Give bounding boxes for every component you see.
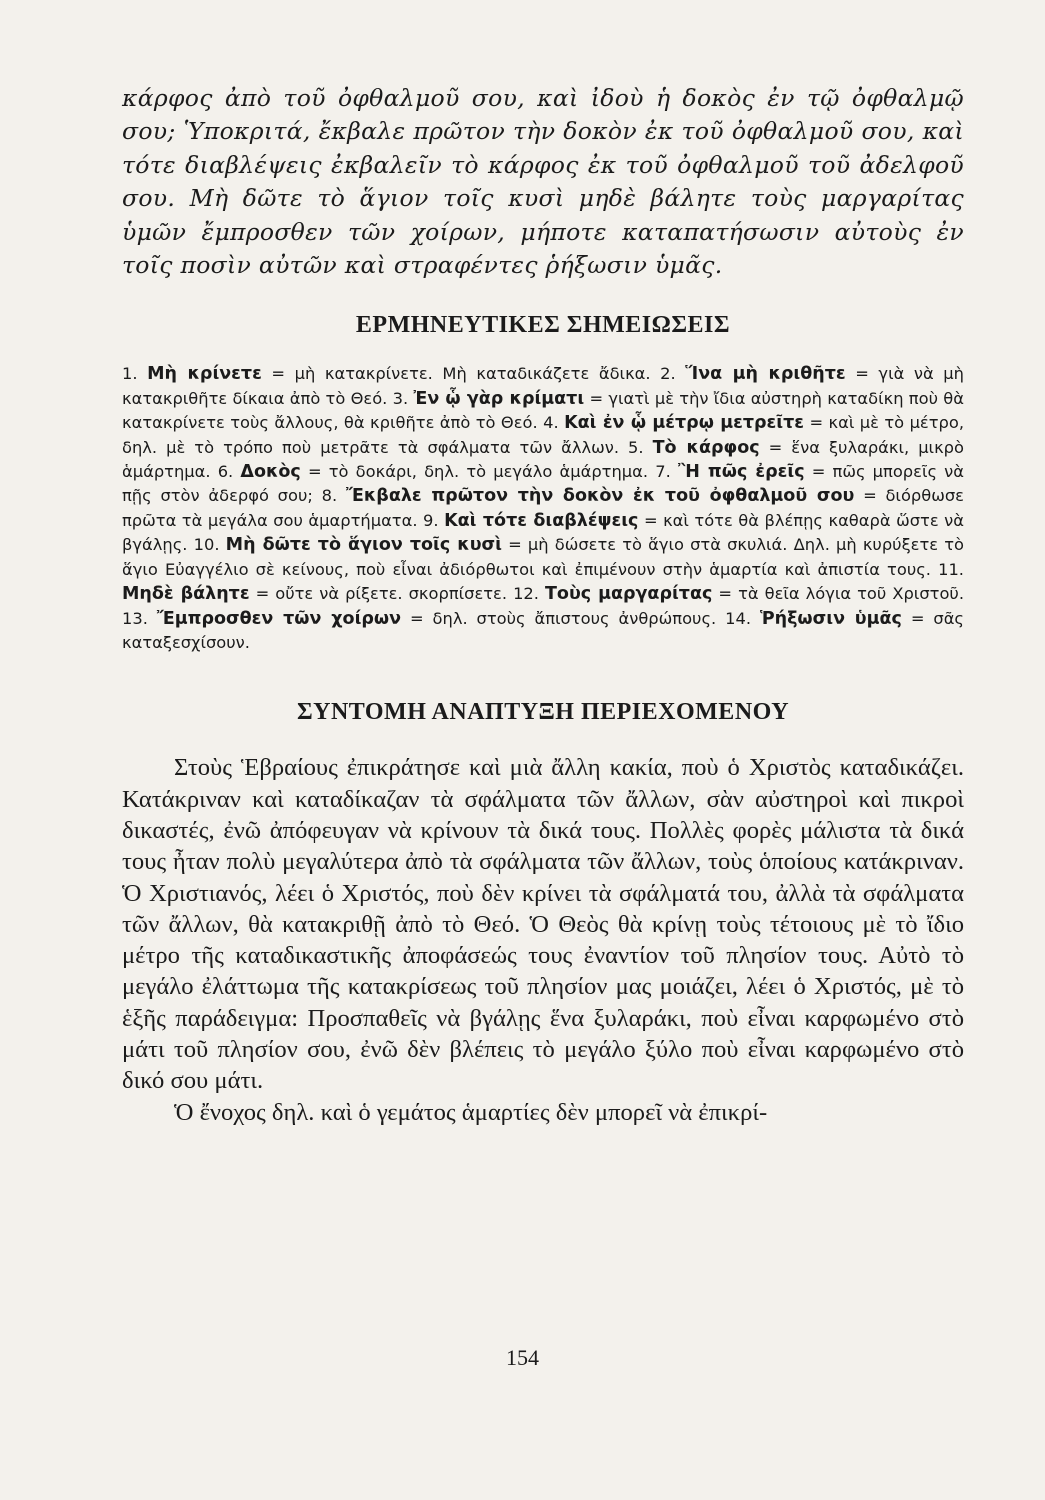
page-number: 154	[506, 1345, 539, 1370]
notes-heading: ΕΡΜΗΝΕΥΤΙΚΕΣ ΣΗΜΕΙΩΣΕΙΣ	[355, 312, 731, 339]
note-number: 1.	[122, 364, 138, 384]
note-gloss: = μὴ δώσετε τὸ ἅγιο στὰ σκυλιά. Δηλ. μὴ κυρύξετε τὸ ἅγιο Εὐαγγέλιο σὲ κείνους, ποὺ εἶναι ἀδιόρθωτοι καὶ ἐπιμένουν στὴν ἁμαρτία καὶ ἀπιστία τους.	[122, 535, 964, 579]
summary-paragraph: Στοὺς Ἑβραίους ἐπικράτησε καὶ μιὰ ἄλλη κακία, ποὺ ὁ Χριστὸς καταδικάζει. Κατάκριναν καὶ καταδίκαζαν τὰ σφάλματα τῶν ἄλλων, σὰν αὐστηροὶ καὶ πικροὶ δικαστές, ἐνῶ ἀπόφευγαν νὰ κρίνουν τὰ δικά τους. Πολλὲς φορὲς μάλιστα τὰ δικά τους ἦταν πολὺ μεγαλύτερα ἀπὸ τὰ σφάλματα τῶν ἄλλων, τοὺς ὁποίους κατάκριναν. Ὁ Χριστιανός, λέει ὁ Χριστός, ποὺ δὲν κρίνει τὰ σφάλματά του, ἀλλὰ τὰ σφάλματα τῶν ἄλλων, θὰ κατακριθῇ ἀπὸ τὸ Θεό. Ὁ Θεὸς θὰ κρίνῃ τοὺς τέτοιους μὲ τὸ ἴδιο μέτρο τῆς καταδικαστικῆς ἀποφάσεώς τους ἐναντίον τοῦ πλησίον τους. Αὐτὸ τὸ μεγάλο ἐλάττωμα τῆς κατακρίσεως τοῦ πλησίον μας μοιάζει, λέει ὁ Χριστός, μὲ τὸ ἑξῆς παράδειγμα: Προσπαθεῖς νὰ βγάλῃς ἕνα ξυλαράκι, ποὺ εἶναι καρφωμένο στὸ μάτι τοῦ πλησίον σου, ἐνῶ δὲν βλέπεις τὸ μεγάλο ξύλο ποὺ εἶναι καρφωμένο στὸ δικό σου μάτι.	[122, 754, 964, 1095]
note-term: Ἵνα μὴ κριθῆτε	[685, 364, 846, 385]
note-gloss: = τὸ δοκάρι, δηλ. τὸ μεγάλο ἁμάρτημα.	[307, 462, 649, 482]
note-term: Ῥήξωσιν ὑμᾶς	[759, 608, 902, 629]
note-gloss: = γιατὶ μὲ τὴν ἴδια αὐστηρὴ καταδίκη ποὺ θὰ κατακρίνετε τοὺς ἄλλους, θὰ κριθῆτε ἀπὸ τὸ Θεό.	[122, 388, 964, 433]
note-number: 4.	[543, 413, 559, 433]
note-term: Ἢ πῶς ἐρεῖς	[677, 462, 805, 483]
page-content	[122, 82, 964, 1128]
note-term: Τοὺς μαργαρίτας	[545, 584, 713, 605]
note-number: 13.	[122, 608, 148, 628]
note-term: Ἐν ᾧ γὰρ κρίματι	[413, 388, 585, 409]
note-number: 6.	[217, 462, 234, 482]
note-number: 12.	[513, 584, 539, 604]
note-term: Καὶ τότε διαβλέψεις	[444, 510, 639, 531]
summary-paragraph: Ὁ ἔνοχος δηλ. καὶ ὁ γεμάτος ἁμαρτίες δὲν μπορεῖ νὰ ἐπικρί-	[174, 1098, 768, 1126]
summary-body	[122, 752, 964, 1128]
note-number: 7.	[655, 462, 671, 482]
note-gloss: = γιὰ νὰ μὴ κατακριθῆτε δίκαια ἀπὸ τὸ Θεό.	[122, 364, 964, 408]
note-number: 5.	[628, 437, 644, 457]
summary-heading: ΣΥΝΤΟΜΗ ΑΝΑΠΤΥΞΗ ΠΕΡΙΕΧΟΜΕΝΟΥ	[296, 699, 790, 726]
note-term: Ἔμπροσθεν τῶν χοίρων	[156, 608, 402, 629]
note-number: 8.	[321, 486, 338, 506]
note-gloss: = διόρθωσε πρῶτα τὰ μεγάλα σου ἁμαρτήματα.	[122, 486, 964, 530]
note-gloss: = καὶ μὲ τὸ μέτρο, δηλ. μὲ τὸ τρόπο ποὺ μετρᾶτε τὰ σφάλματα τῶν ἄλλων.	[122, 413, 964, 457]
note-number: 3.	[392, 388, 409, 408]
note-number: 10.	[193, 535, 220, 555]
note-gloss: = μὴ κατακρίνετε. Μὴ καταδικάζετε ἄδικα.	[271, 364, 651, 384]
interpretive-notes	[122, 362, 964, 655]
note-gloss: = σᾶς καταξεσχίσουν.	[122, 608, 964, 652]
note-gloss: = πῶς μπορεῖς νὰ πῇς στὸν ἀδερφό σου;	[122, 462, 964, 506]
note-gloss: = ἕνα ξυλαράκι, μικρὸ ἁμάρτημα.	[122, 437, 964, 482]
note-term: Καὶ ἐν ᾧ μέτρῳ μετρεῖτε	[564, 413, 805, 434]
note-term: Ἔκβαλε πρῶτον τὴν δοκὸν ἐκ τοῦ ὀφθαλμοῦ σου	[345, 486, 855, 507]
scripture-verse: κάρφος ἀπὸ τοῦ ὀφθαλμοῦ σου, καὶ ἰδοὺ ἡ δοκὸς ἐν τῷ ὀφθαλμῷ σου; Ὑποκριτά, ἔκβαλε πρῶτον τὴν δοκὸν ἐκ τοῦ ὀφθαλμοῦ σου, καὶ τότε διαβλέψεις ἐκβαλεῖν τὸ κάρφος ἐκ τοῦ ὀφθαλμοῦ τοῦ ἀδελφοῦ σου. Μὴ δῶτε τὸ ἅγιον τοῖς κυσὶ μηδὲ βάλητε τοὺς μαργαρίτας ὑμῶν ἔμπροσθεν τῶν χοίρων, μήποτε καταπατήσωσιν αὐτοὺς ἐν τοῖς ποσὶν αὐτῶν καὶ στραφέντες ῥήξωσιν ὑμᾶς.	[122, 84, 964, 280]
note-term: Μὴ κρίνετε	[147, 364, 262, 385]
note-term: Δοκὸς	[240, 462, 301, 483]
note-term: Τὸ κάρφος	[652, 437, 760, 458]
note-gloss: = δηλ. στοὺς ἄπιστους ἀνθρώπους.	[409, 608, 717, 628]
note-gloss: = καὶ τότε θὰ βλέπῃς καθαρὰ ὥστε νὰ βγάλῃς.	[122, 510, 964, 555]
note-term: Μὴ δῶτε τὸ ἅγιον τοῖς κυσὶ	[225, 535, 502, 556]
note-number: 14.	[725, 608, 752, 628]
note-number: 11.	[938, 559, 964, 579]
note-gloss: = οὔτε νὰ ρίξετε. σκορπίσετε.	[255, 584, 508, 604]
note-number: 2.	[660, 364, 676, 384]
note-number: 9.	[423, 510, 439, 530]
note-term: Μηδὲ βάλητε	[122, 584, 250, 605]
note-gloss: = τὰ θεῖα λόγια τοῦ Χριστοῦ.	[718, 584, 964, 604]
